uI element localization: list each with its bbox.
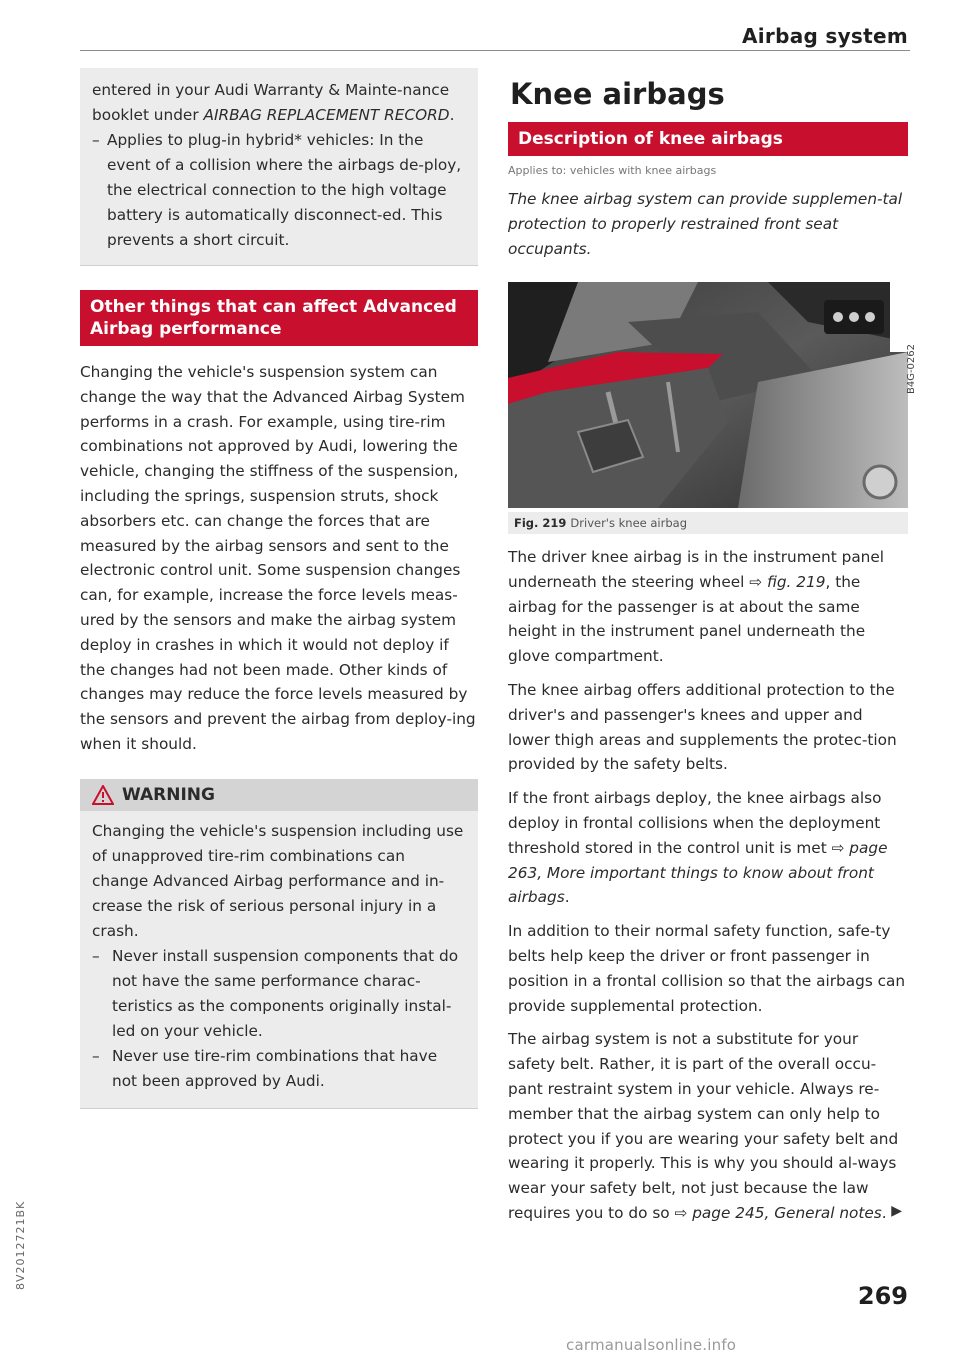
document-code: 8V2012721BK xyxy=(14,1200,27,1290)
record-name: AIRBAG REPLACEMENT RECORD xyxy=(203,106,450,124)
warning-triangle-icon xyxy=(92,785,114,805)
applies-to-note: Applies to: vehicles with knee airbags xyxy=(508,164,717,177)
figure-code: B4G-0262 xyxy=(906,344,917,395)
seat-adjust-knob xyxy=(864,466,896,498)
header-divider xyxy=(80,50,910,51)
warning-item: – Never use tire-rim combinations that have not been approved by Audi. xyxy=(92,1044,466,1094)
figure-knee-airbag xyxy=(508,282,917,508)
suspension-paragraph: Changing the vehicle's suspension system can change the way that the Advanced Airbag System performs in a crash. For example, using tire-rim combinations not approved by Audi, lowering the vehicle, changing the stiffness of the suspension, including the springs, suspension struts, shock absorbers etc. can change the forces that are measured by the airbag sensors and sent to the electronic control unit. Some suspension changes can, for example, increase the force levels meas-ured by the sensors and make the airbag system deploy in crashes in which it would not deploy if the changes had not been made. Other kinds of changes may reduce the force levels measured by the sensors and prevent the airbag from deploy-ing when it should. xyxy=(80,363,476,753)
figure-reference-link[interactable]: ⇨ fig. 219 xyxy=(749,572,826,591)
switch-icon xyxy=(849,312,859,322)
watermark: carmanualsonline.info xyxy=(566,1336,737,1354)
page-reference-link[interactable]: ⇨ page 263, More important things to know about front airbags xyxy=(508,838,888,907)
paragraph: The knee airbag offers additional protection to the driver's and passenger's knees and upper and lower thigh areas and supplements the protec-tion provided by the safety belts. xyxy=(508,680,897,774)
paragraph: In addition to their normal safety function, safe-ty belts help keep the driver or front passenger in position in a frontal collision so that the airbags can provide supplemental protection. xyxy=(508,922,906,1015)
warning-title: WARNING xyxy=(122,784,215,805)
warning-header xyxy=(80,779,478,811)
continue-arrow-icon: ▶ xyxy=(891,1202,902,1219)
paragraph: The driver knee airbag is in the instrument panel underneath the steering wheel ⇨ fig. 219, the airbag for the passenger is at about the same height in the instrument panel underneath the glove compartment. xyxy=(508,548,885,666)
paragraph: The airbag system is not a substitute for your safety belt. Rather, it is part of the overall occu-pant restraint system in your vehicle. Always re-member that the airbag system can only help to protect you if you are wearing your safety belt and wearing it properly. This is why you should al-ways wear your safety belt, not just because the law requires you to do so ⇨ page 245, General notes. ▶ xyxy=(508,1030,902,1222)
paragraph: If the front airbags deploy, the knee airbags also deploy in frontal collisions when the deployment threshold stored in the control unit is met ⇨ page 263, More important things to know about front airbags. xyxy=(508,789,888,907)
warning-item: – Never install suspension components that do not have the same performance charac-teristics as the components originally instal-led on your vehicle. xyxy=(92,944,466,1044)
page-number: 269 xyxy=(857,1282,908,1310)
section-heading-airbag-performance: Other things that can affect Advanced Airbag performance xyxy=(80,290,478,346)
section-heading-knee-airbags: Description of knee airbags xyxy=(508,122,908,156)
section-header-title: Airbag system xyxy=(742,24,908,48)
figure-caption xyxy=(508,512,908,534)
left-column xyxy=(80,68,478,1109)
knee-airbag-illustration xyxy=(508,282,908,508)
intro-text: The knee airbag system can provide supplemen-tal protection to properly restrained front seat occupants. xyxy=(508,190,903,258)
warning-text: Changing the vehicle's suspension including use of unapproved tire-rim combinations can change Advanced Airbag performance and in-crease the risk of serious personal injury in a crash. xyxy=(92,821,464,940)
figure-code-label xyxy=(890,282,908,352)
warning-body xyxy=(80,811,478,1108)
right-column xyxy=(508,68,917,1226)
switch-icon xyxy=(865,312,875,322)
switch-icon xyxy=(833,312,843,322)
page-reference-link[interactable]: ⇨ page 245, General notes xyxy=(674,1203,882,1222)
figure-label: Fig. 219 xyxy=(514,516,567,530)
hybrid-note-item: – Applies to plug-in hybrid* vehicles: In the event of a collision where the airbags de-ploy, the electrical connection to the high voltage battery is automatically disconnect-ed. This prevents a short circuit. xyxy=(92,128,466,253)
warning-box xyxy=(80,779,478,1109)
continued-text: entered in your Audi Warranty & Mainte-nance booklet under AIRBAG REPLACEMENT RECORD. xyxy=(92,81,455,124)
page-heading: Knee airbags xyxy=(510,77,725,111)
figure-caption-text: Driver's knee airbag xyxy=(570,516,687,530)
continued-note-box xyxy=(80,68,478,266)
